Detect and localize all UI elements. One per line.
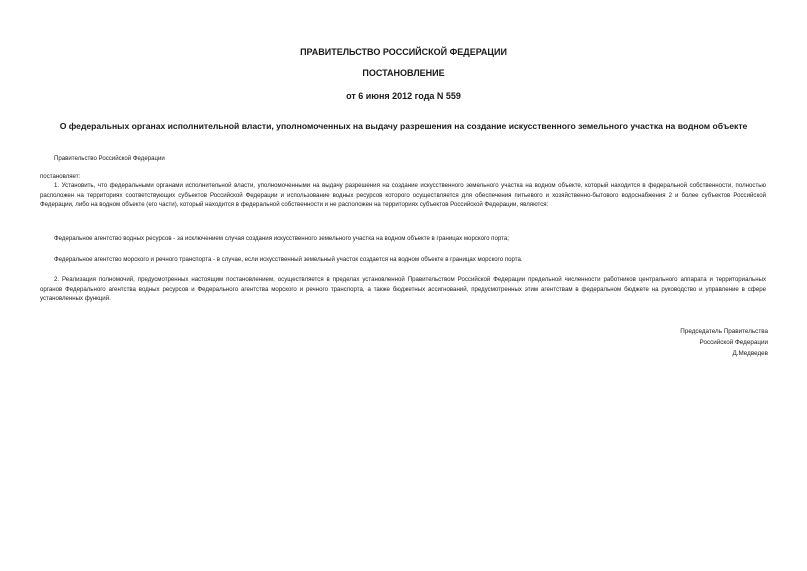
issuer-heading: ПРАВИТЕЛЬСТВО РОССИЙСКОЙ ФЕДЕРАЦИИ [300,47,507,57]
resolves-text: постановляет: [40,173,81,180]
document-type-heading: ПОСТАНОВЛЕНИЕ [362,68,445,78]
agency-marine-transport-text: Федеральное агентство морского и речного транспорта - в случае, если искусственный земельный участок создается на водном объекте в границах морского порта. [54,256,523,263]
signature-block [680,326,768,359]
paragraph-item-2: 2. Реализация полномочий, предусмотренных настоящим постановлением, осуществляется в пределах установленной Правительством Российской Федерации предельной численности работников центрального аппарата и территориальных органов Федерального агентства водных ресурсов и Федерального агентства морского и речного транспорта, а также бюджетных ассигнований, предусмотренных этим агентствам в федеральном бюджете на руководство и управление в сфере установленных функций. [40,276,766,303]
document-title: О федеральных органах исполнительной власти, уполномоченных на выдачу разрешения на создание искусственного земельного участка на водном объекте [59,121,748,131]
signature-position: Председатель Правительства [680,328,768,335]
preamble-text: Правительство Российской Федерации [54,155,165,162]
paragraph-item-1: 1. Установить, что федеральными органами исполнительной власти, уполномоченными на выдачу разрешения на создание искусственного земельного участка на водном объекте, который находится в федеральной собственности, полностью расположен на территориях соответствующих субъектов Российской Федерации и использование водных ресурсов которого осуществляется для обеспечения питьевого и хозяйственно-бытового водоснабжения 2 и более субъектов Российской Федерации, либо на водном объекте (его части), который находится в федеральной собственности и не расположен на территориях субъектов Российской Федерации, являются: [40,182,766,209]
signature-name: Д.Медведев [732,350,768,357]
document-date-number: от 6 июня 2012 года N 559 [346,91,461,101]
agency-water-resources-text: Федеральное агентство водных ресурсов - за исключением случая создания искусственного земельного участка на водном объекте в границах морского порта; [54,235,509,242]
signature-organization: Российской Федерации [699,339,768,346]
